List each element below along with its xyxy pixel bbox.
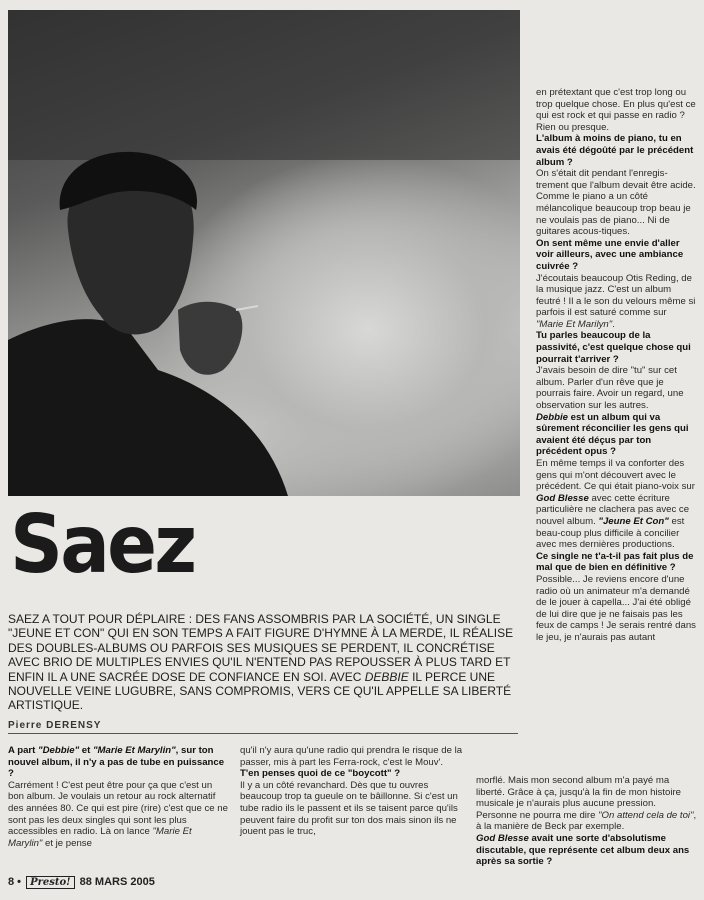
- column-middle: [240, 745, 470, 838]
- answer-text: en prétextant que c'est trop long ou trop quelque chose. En plus qu'est ce qui est rock et qui passe en radio ? Rien ou presque.: [536, 87, 696, 133]
- artist-photo: [8, 10, 520, 496]
- question-text: On sent même une envie d'aller voir ailleurs, avec une ambiance cuivrée ?: [536, 237, 684, 272]
- article-title: Saez: [10, 498, 195, 591]
- page-number: 8 •: [8, 876, 22, 888]
- column-right-bottom: [476, 775, 698, 868]
- answer-text: En même temps il va conforter des gens qui m'ont découvert avec le précédent. Ce qui était piano-voix sur God Blesse avec cette écriture particulière ne clachera pas avec ce nouvel album. "Jeune Et Con" est beau-coup plus difficile à concilier avec mes dernières productions.: [536, 458, 695, 551]
- answer-text: J'écoutais beaucoup Otis Reding, de la musique jazz. C'est un album feutré ! Il a le son du velours même si parfois il est saturé comme sur "Marie Et Marilyn".: [536, 272, 696, 330]
- answer-text: J'avais besoin de dire "tu" sur cet album. Parler d'un rêve que je pourrais faire. Avoir un regard, une observation sur les autres.: [536, 365, 684, 412]
- answer-text: Possible... Je reviens encore d'une radio où un animateur m'a demandé de le jouer à capella... J'ai été obligé de lui dire que je ne faisais pas les feux de camps ! Je serais rentré dans le jeu, je n'aurais pas autant: [536, 573, 696, 643]
- question-text: Debbie est un album qui va sûrement réconcilier les gens qui avaient été déçus par ton précédent opus ?: [536, 411, 689, 458]
- question-text: T'en penses quoi de ce "boycott" ?: [240, 768, 401, 780]
- question-text: Tu parles beaucoup de la passivité, c'est quelque chose qui pourrait t'arriver ?: [536, 330, 691, 365]
- question-text: God Blesse avait une sorte d'absolutisme discutable, que représente cet album deux ans après sa sortie ?: [476, 832, 690, 868]
- question-text: A part "Debbie" et "Marie Et Marylin", sur ton nouvel album, il n'y a pas de tube en puissance ?: [8, 745, 225, 780]
- page-footer: [8, 876, 155, 888]
- answer-text: Carrément ! C'est peut être pour ça que c'est un bon album. Je voulais un retour au rock alternatif des années 80. Ce qui est pire (rire) c'est que ce ne sont pas les deux singles qui sont les plus accessibles en radio. Là on lance "Marie Et Marylin" et je pense: [8, 779, 228, 849]
- byline: Pierre DERENSY: [8, 720, 518, 734]
- answer-text: qu'il n'y aura qu'une radio qui prendra le risque de la passer, mis à part les Ferra-rock, c'est le Mouv'.: [240, 745, 463, 768]
- question-text: L'album à moins de piano, tu en avais été dégoûté par le précédent album ?: [536, 133, 694, 168]
- article-lead: SAEZ A TOUT POUR DÉPLAIRE : DES FANS ASSOMBRIS PAR LA SOCIÉTÉ, UN SINGLE "JEUNE ET CON" QUI EN SON TEMPS A FAIT FIGURE D'HYMNE À LA MERDE, IL RÉALISE DES DOUBLES-ALBUMS OU PARFOIS SES MUSIQUES SE PERDENT, IL CONCRÉTISE AVEC BRIO DE MULTIPLES ENVIES QU'IL N'ENTEND PAS REPOUSSER À PLUS TARD ET ENFIN IL A UNE SACRÉE DOSE DE CONFIANCE EN SOI. AVEC DEBBIE IL PERCE UNE NOUVELLE VEINE LUGUBRE, SANS COMPROMIS, VERS CE QU'IL APPELLE SA LIBERTÉ ARTISTIQUE.: [8, 612, 514, 713]
- artist-silhouette: [8, 10, 520, 496]
- answer-text: Il y a un côté revanchard. Dès que tu ouvres beaucoup trop ta gueule on te bâillonne. Si c'est un tube radio ils le passent et ils se taisent parce qu'ils peuvent faire du profit sur ton dos mais sinon ils ne jouent pas le truc,: [240, 779, 458, 838]
- issue-date: 88 MARS 2005: [79, 876, 155, 888]
- question-text: Ce single ne t'a-t-il pas fait plus de mal que de bien en définitive ?: [536, 550, 694, 574]
- answer-text: On s'était dit pendant l'enregis-trement que l'album devait être acide. Comme le piano a un côté mélancolique beaucoup trop beau je ne voulais pas de piano... Ni de guitares acous-tiques.: [536, 168, 696, 238]
- answer-text: morflé. Mais mon second album m'a payé ma liberté. Grâce à ça, jusqu'à la fin de mon histoire musicale je n'aurais plus aucune pression. Personne ne pourra me dire "On attend cela de toi", à la manière de Beck par exemple.: [476, 775, 697, 833]
- column-left: [8, 745, 228, 849]
- column-right-top: [536, 87, 696, 644]
- magazine-logo: Presto!: [26, 876, 74, 889]
